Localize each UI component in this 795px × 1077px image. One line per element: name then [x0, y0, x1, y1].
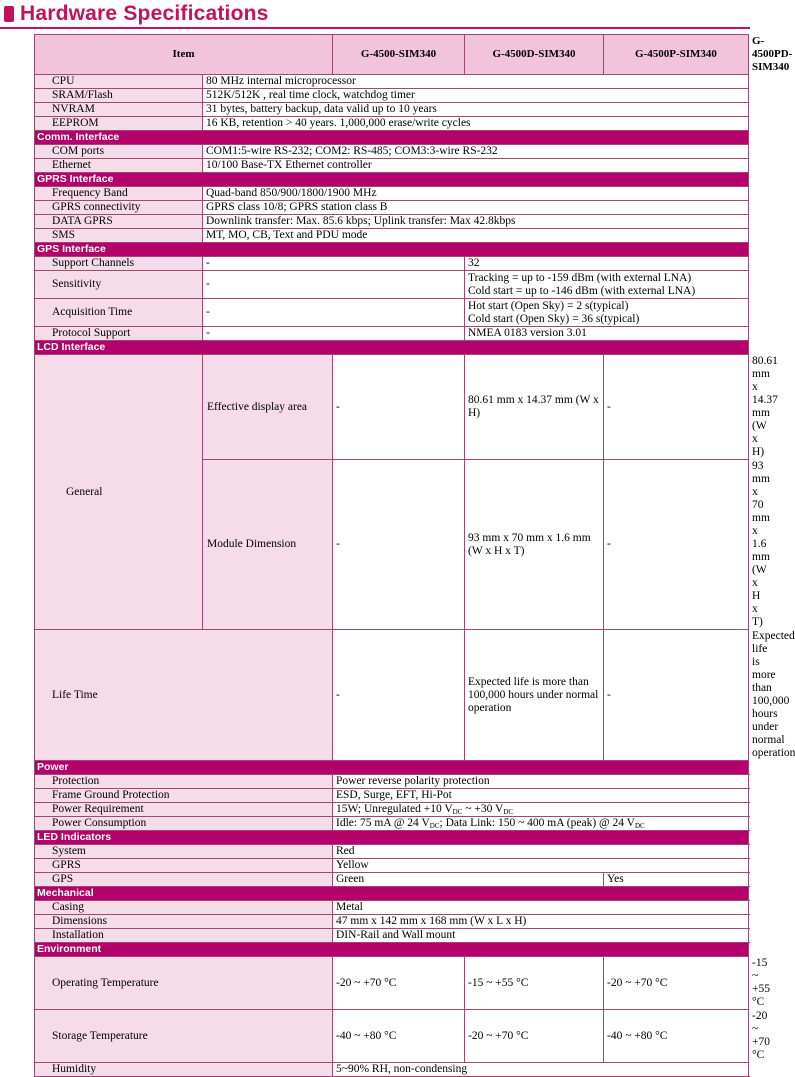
row-value: Power reverse polarity protection — [333, 775, 749, 789]
table-row — [35, 145, 749, 159]
row-value: 80.61 mm x 14.37 mm (W x H) — [465, 355, 604, 460]
table-row — [35, 215, 749, 229]
row-value: 93 mm x 70 mm x 1.6 mm (W x H x T) — [465, 460, 604, 630]
section-title: GPS Interface — [35, 243, 749, 257]
page-title: Hardware Specifications — [20, 2, 269, 25]
row-label: Storage Temperature — [35, 1010, 333, 1063]
power-data-link-text: ; Data Link: 150 ~ 400 mA (peak) @ 24 V — [439, 817, 635, 829]
table-row — [35, 915, 749, 929]
table-row — [35, 187, 749, 201]
table-row — [35, 257, 749, 271]
row-value: Downlink transfer: Max. 85.6 kbps; Uplink transfer: Max 42.8kbps — [203, 215, 749, 229]
row-label: Module Dimension — [203, 460, 333, 630]
row-label: GPRS connectivity — [35, 201, 203, 215]
row-label: GPS — [35, 873, 333, 887]
row-value: 31 bytes, battery backup, data valid up to 10 years — [203, 103, 749, 117]
section-header-power — [35, 761, 749, 775]
row-value: -20 ~ +70 °C — [333, 957, 465, 1010]
section-header-environment — [35, 943, 749, 957]
section-title: Mechanical — [35, 887, 749, 901]
subscript-dc: DC — [503, 808, 514, 816]
subscript-dc: DC — [429, 822, 440, 830]
row-value: Yes — [604, 873, 749, 887]
table-row — [35, 299, 749, 327]
spec-table — [34, 34, 795, 1077]
section-title: Comm. Interface — [35, 131, 749, 145]
row-label: Support Channels — [35, 257, 203, 271]
table-row — [35, 789, 749, 803]
general-label: General — [52, 486, 199, 499]
column-header-g4500: G-4500-SIM340 — [333, 35, 465, 75]
row-value: 32 — [465, 257, 749, 271]
section-title: LED Indicators — [35, 831, 749, 845]
table-row — [35, 229, 749, 243]
row-label: NVRAM — [35, 103, 203, 117]
table-row — [35, 103, 749, 117]
row-value: -40 ~ +80 °C — [333, 1010, 465, 1063]
row-label: SMS — [35, 229, 203, 243]
row-value: 80 MHz internal microprocessor — [203, 75, 749, 89]
row-label: Operating Temperature — [35, 957, 333, 1010]
column-header-item: Item — [35, 35, 333, 75]
section-header-gprs — [35, 173, 749, 187]
row-label: Life Time — [35, 630, 333, 761]
acquisition-cold-start: Cold start (Open Sky) = 36 s(typical) — [468, 312, 640, 325]
section-header-led — [35, 831, 749, 845]
acquisition-hot-start: Hot start (Open Sky) = 2 s(typical) — [468, 299, 629, 312]
table-row — [35, 89, 749, 103]
row-label: Ethernet — [35, 159, 203, 173]
section-header-lcd — [35, 341, 749, 355]
row-value-na: - — [333, 355, 465, 460]
table-row — [35, 201, 749, 215]
table-row — [35, 845, 749, 859]
row-value-na: - — [203, 257, 465, 271]
power-idle-text: Idle: 75 mA @ 24 V — [336, 817, 430, 829]
row-value-na: - — [333, 630, 465, 761]
subscript-dc: DC — [452, 808, 463, 816]
row-label: GPRS — [35, 859, 333, 873]
row-value: NMEA 0183 version 3.01 — [465, 327, 749, 341]
table-row — [35, 803, 749, 817]
row-value-na: - — [604, 630, 749, 761]
row-value: MT, MO, CB, Text and PDU mode — [203, 229, 749, 243]
header-divider — [0, 27, 750, 29]
row-label: Protocol Support — [35, 327, 203, 341]
table-row — [35, 873, 749, 887]
column-header-g4500d: G-4500D-SIM340 — [465, 35, 604, 75]
row-label: COM ports — [35, 145, 203, 159]
row-label: Dimensions — [35, 915, 333, 929]
table-row — [35, 1063, 749, 1077]
row-value: 10/100 Base-TX Ethernet controller — [203, 159, 749, 173]
row-value: Metal — [333, 901, 749, 915]
header-bullet-icon — [4, 6, 14, 22]
row-value: Quad-band 850/900/1800/1900 MHz — [203, 187, 749, 201]
table-row: General Effective display area - 80.61 mm x 14.37 mm (W x H) - 80.61 mm x 14.37 mm (W x H) — [35, 355, 749, 460]
page-header — [0, 0, 750, 30]
power-requirement-text: 15W; Unregulated +10 V — [336, 803, 453, 815]
row-value: ESD, Surge, EFT, Hi-Pot — [333, 789, 749, 803]
row-label: System — [35, 845, 333, 859]
section-header-comm — [35, 131, 749, 145]
row-label: Installation — [35, 929, 333, 943]
row-label: Protection — [35, 775, 333, 789]
table-row — [35, 75, 749, 89]
row-label: Humidity — [35, 1063, 333, 1077]
table-row — [35, 327, 749, 341]
row-value — [333, 817, 749, 831]
row-value — [465, 299, 749, 327]
subscript-dc: DC — [634, 822, 645, 830]
row-label: Acquisition Time — [35, 299, 203, 327]
row-label: EEPROM — [35, 117, 203, 131]
section-title: GPRS Interface — [35, 173, 749, 187]
row-value: -40 ~ +80 °C — [604, 1010, 749, 1063]
table-row — [35, 159, 749, 173]
table-row: Module Dimension - 93 mm x 70 mm x 1.6 mm (W x H x T) - 93 mm x 70 mm x 1.6 mm (W x H x T) — [35, 460, 749, 630]
row-value — [465, 271, 749, 299]
row-label: Power Requirement — [35, 803, 333, 817]
row-label: CPU — [35, 75, 203, 89]
row-value-na: - — [203, 327, 465, 341]
row-value: Yellow — [333, 859, 749, 873]
table-row — [35, 929, 749, 943]
row-value: 5~90% RH, non-condensing — [333, 1063, 749, 1077]
row-value: 47 mm x 142 mm x 168 mm (W x L x H) — [333, 915, 749, 929]
section-title: LCD Interface — [35, 341, 749, 355]
row-value: Expected life is more than 100,000 hours under normal operation — [465, 630, 604, 761]
row-label: Power Consumption — [35, 817, 333, 831]
table-row — [35, 775, 749, 789]
row-label: Sensitivity — [35, 271, 203, 299]
table-header-row: Item G-4500-SIM340 G-4500D-SIM340 G-4500P-SIM340 G-4500PD-SIM340 — [35, 35, 749, 75]
section-header-mechanical — [35, 887, 749, 901]
row-label: Frequency Band — [35, 187, 203, 201]
table-row: Storage Temperature -40 ~ +80 °C -20 ~ +70 °C -40 ~ +80 °C -20 ~ +70 °C — [35, 1010, 749, 1063]
table-row — [35, 271, 749, 299]
row-value-na: - — [333, 460, 465, 630]
row-label: Casing — [35, 901, 333, 915]
table-row — [35, 859, 749, 873]
table-row — [35, 901, 749, 915]
section-title: Environment — [35, 943, 749, 957]
section-title: Power — [35, 761, 749, 775]
row-label: Effective display area — [203, 355, 333, 460]
table-row: Life Time - Expected life is more than 100,000 hours under normal operation - Expected life is more than 100,000 hours under normal operation — [35, 630, 749, 761]
row-label: Frame Ground Protection — [35, 789, 333, 803]
power-requirement-range: ~ +30 V — [462, 803, 504, 815]
section-header-gps — [35, 243, 749, 257]
sensitivity-tracking: Tracking = up to -159 dBm (with external LNA) — [468, 271, 692, 284]
row-value: GPRS class 10/8; GPRS station class B — [203, 201, 749, 215]
row-label: DATA GPRS — [35, 215, 203, 229]
row-label-general — [35, 355, 203, 630]
table-row: Operating Temperature -20 ~ +70 °C -15 ~ +55 °C -20 ~ +70 °C -15 ~ +55 °C — [35, 957, 749, 1010]
row-value: 16 KB, retention > 40 years. 1,000,000 erase/write cycles — [203, 117, 749, 131]
table-row — [35, 117, 749, 131]
row-value: Red — [333, 845, 749, 859]
row-label: SRAM/Flash — [35, 89, 203, 103]
row-value: 512K/512K , real time clock, watchdog timer — [203, 89, 749, 103]
row-value: DIN-Rail and Wall mount — [333, 929, 749, 943]
row-value: -15 ~ +55 °C — [465, 957, 604, 1010]
row-value-na: - — [203, 271, 465, 299]
row-value-na: - — [604, 355, 749, 460]
row-value: -20 ~ +70 °C — [604, 957, 749, 1010]
row-value: -20 ~ +70 °C — [465, 1010, 604, 1063]
row-value: COM1:5-wire RS-232; COM2: RS-485; COM3:3-wire RS-232 — [203, 145, 749, 159]
table-row — [35, 817, 749, 831]
row-value-na: - — [203, 299, 465, 327]
sensitivity-cold-start: Cold start = up to -146 dBm (with external LNA) — [468, 284, 696, 297]
row-value: Green — [333, 873, 604, 887]
row-value — [333, 803, 749, 817]
row-value-na: - — [604, 460, 749, 630]
column-header-g4500p: G-4500P-SIM340 — [604, 35, 749, 75]
